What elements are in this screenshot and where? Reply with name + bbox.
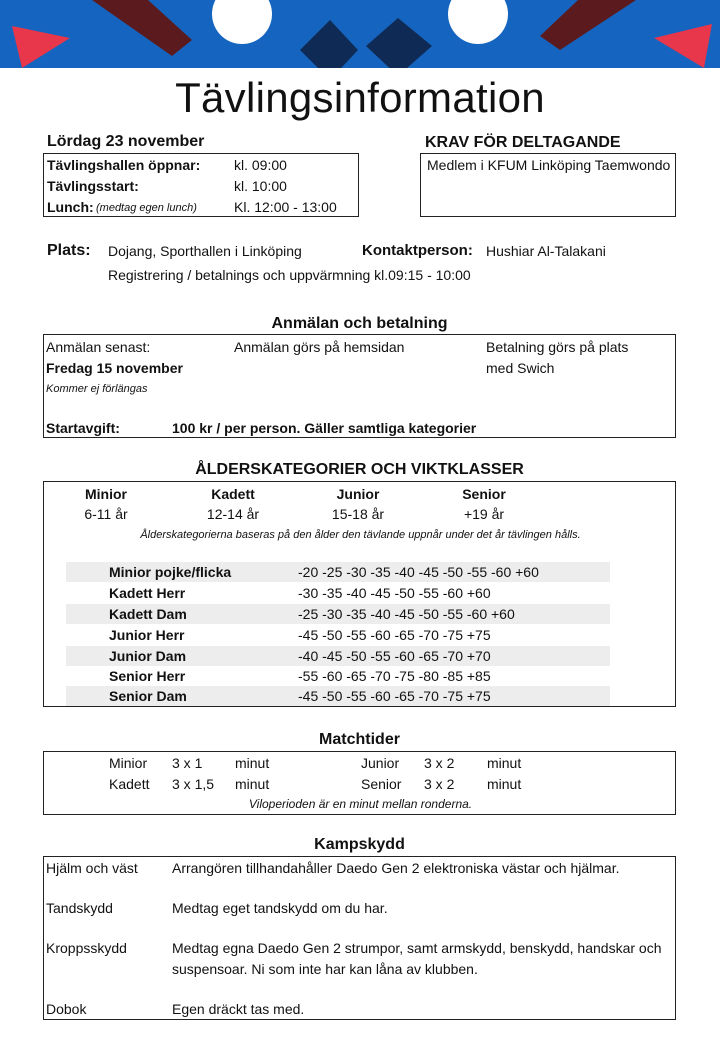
weight-row-values: -55 -60 -65 -70 -75 -80 -85 +85 — [298, 668, 491, 684]
banner-navy-diamond-right — [366, 18, 432, 68]
category-ages-kadett: 12-14 år — [206, 506, 260, 522]
contact-label: Kontaktperson: — [362, 242, 473, 259]
match-unit-senior: minut — [487, 776, 522, 792]
deadline-label: Anmälan senast: — [46, 339, 151, 355]
protection-text-helmet: Arrangören tillhandahåller Daedo Gen 2 elektroniska västar och hjälmar. — [172, 860, 620, 876]
match-box — [43, 751, 676, 815]
protection-box — [43, 856, 676, 1020]
schedule-label-open: Tävlingshallen öppnar: — [47, 157, 201, 173]
category-name-kadett: Kadett — [211, 486, 255, 502]
schedule-value-lunch: Kl. 12:00 - 13:00 — [234, 199, 337, 215]
payment-line-2: med Swich — [486, 360, 555, 376]
signup-heading: Anmälan och betalning — [271, 315, 448, 332]
weight-row-name: Junior Dam — [109, 648, 187, 664]
signup-box — [43, 334, 676, 438]
weight-row — [66, 583, 610, 603]
match-unit-minior: minut — [235, 755, 270, 771]
weight-row — [66, 666, 610, 686]
match-cat-junior: Junior — [361, 755, 400, 771]
weight-row-values: -30 -35 -40 -45 -50 -55 -60 +60 — [298, 585, 491, 601]
deadline-date: Fredag 15 november — [46, 360, 183, 376]
place-value: Dojang, Sporthallen i Linköping — [108, 243, 302, 259]
match-cat-senior: Senior — [361, 776, 402, 792]
match-cat-minior: Minior — [109, 755, 148, 771]
schedule-note-lunch: (medtag egen lunch) — [96, 202, 197, 214]
schedule-label-start: Tävlingsstart: — [47, 178, 139, 194]
place-label: Plats: — [47, 242, 91, 259]
age-heading: ÅLDERSKATEGORIER OCH VIKTKLASSER — [195, 461, 524, 478]
banner-dark-bar-left — [92, 0, 192, 56]
match-heading: Matchtider — [319, 731, 400, 748]
requirements-heading: KRAV FÖR DELTAGANDE — [425, 134, 621, 151]
protection-text-dobok: Egen dräckt tas med. — [172, 1001, 305, 1017]
weight-row-values: -45 -50 -55 -60 -65 -70 -75 +75 — [298, 627, 491, 643]
weight-row-name: Kadett Herr — [109, 585, 186, 601]
match-unit-kadett: minut — [235, 776, 270, 792]
banner-white-circle-right — [448, 0, 508, 44]
category-name-senior: Senior — [462, 486, 506, 502]
payment-line-1: Betalning görs på plats — [486, 339, 629, 355]
match-rounds-kadett: 3 x 1,5 — [172, 776, 215, 792]
weight-row — [66, 562, 610, 582]
match-rounds-junior: 3 x 2 — [424, 755, 455, 771]
category-ages-junior: 15-18 år — [331, 506, 385, 522]
protection-heading: Kampskydd — [314, 836, 405, 853]
protection-text-body-2: suspensoar. Ni som inte har kan låna av klubben. — [172, 961, 478, 977]
category-ages-minior: 6-11 år — [84, 506, 128, 522]
requirements-box — [420, 153, 676, 217]
weight-row-name: Junior Herr — [109, 627, 185, 643]
registration-text: Registrering / betalnings och uppvärmning kl.09:15 - 10:00 — [108, 267, 471, 283]
weight-row-name: Minior pojke/flicka — [109, 564, 232, 580]
weight-row-name: Kadett Dam — [109, 606, 187, 622]
weight-row-values: -45 -50 -55 -60 -65 -70 -75 +75 — [298, 688, 491, 704]
category-ages-senior: +19 år — [463, 506, 505, 522]
banner-red-triangle-left — [12, 26, 70, 68]
schedule-heading: Lördag 23 november — [47, 133, 205, 150]
website-text: Anmälan görs på hemsidan — [234, 339, 405, 355]
fee-label: Startavgift: — [46, 420, 120, 436]
age-note: Ålderskategorierna baseras på den ålder den tävlande uppnår under det år tävlingen hålls. — [140, 529, 581, 541]
banner-dark-bar-right — [540, 0, 636, 50]
banner-graphic — [0, 0, 720, 68]
weight-row — [66, 646, 610, 666]
schedule-label-lunch: Lunch: — [47, 199, 94, 215]
protection-label-mouthguard: Tandskydd — [46, 900, 113, 916]
match-rounds-senior: 3 x 2 — [424, 776, 455, 792]
weight-row-name: Senior Herr — [109, 668, 186, 684]
schedule-value-start: kl. 10:00 — [234, 178, 287, 194]
requirements-text: Medlem i KFUM Linköping Taemwondo — [427, 157, 671, 173]
protection-text-mouthguard: Medtag eget tandskydd om du har. — [172, 900, 388, 916]
category-name-minior: Minior — [85, 486, 127, 502]
weight-row-values: -25 -30 -35 -40 -45 -50 -55 -60 +60 — [298, 606, 515, 622]
match-unit-junior: minut — [487, 755, 522, 771]
banner-white-circle-left — [212, 0, 272, 44]
protection-label-body: Kroppsskydd — [46, 940, 127, 956]
contact-value: Hushiar Al-Talakani — [486, 243, 606, 259]
weight-row — [66, 625, 610, 645]
protection-text-body: Medtag egna Daedo Gen 2 strumpor, samt armskydd, benskydd, handskar och — [172, 940, 662, 956]
match-note: Viloperioden är en minut mellan ronderna. — [248, 797, 473, 811]
match-rounds-minior: 3 x 1 — [172, 755, 203, 771]
banner-red-triangle-right — [654, 24, 712, 68]
category-name-junior: Junior — [336, 486, 380, 502]
deadline-note: Kommer ej förlängas — [46, 383, 148, 395]
banner-navy-diamond-left — [300, 20, 358, 68]
weight-row — [66, 686, 610, 706]
schedule-box — [43, 153, 359, 217]
schedule-value-open: kl. 09:00 — [234, 157, 287, 173]
protection-label-dobok: Dobok — [46, 1001, 87, 1017]
weight-row-values: -20 -25 -30 -35 -40 -45 -50 -55 -60 +60 — [298, 564, 539, 580]
fee-value: 100 kr / per person. Gäller samtliga kategorier — [172, 420, 477, 436]
weight-row-values: -40 -45 -50 -55 -60 -65 -70 +70 — [298, 648, 491, 664]
weight-row — [66, 604, 610, 624]
page-title: Tävlingsinformation — [175, 74, 545, 121]
match-cat-kadett: Kadett — [109, 776, 150, 792]
weight-row-name: Senior Dam — [109, 688, 187, 704]
header-banner — [0, 0, 720, 68]
protection-label-helmet: Hjälm och väst — [46, 860, 138, 876]
